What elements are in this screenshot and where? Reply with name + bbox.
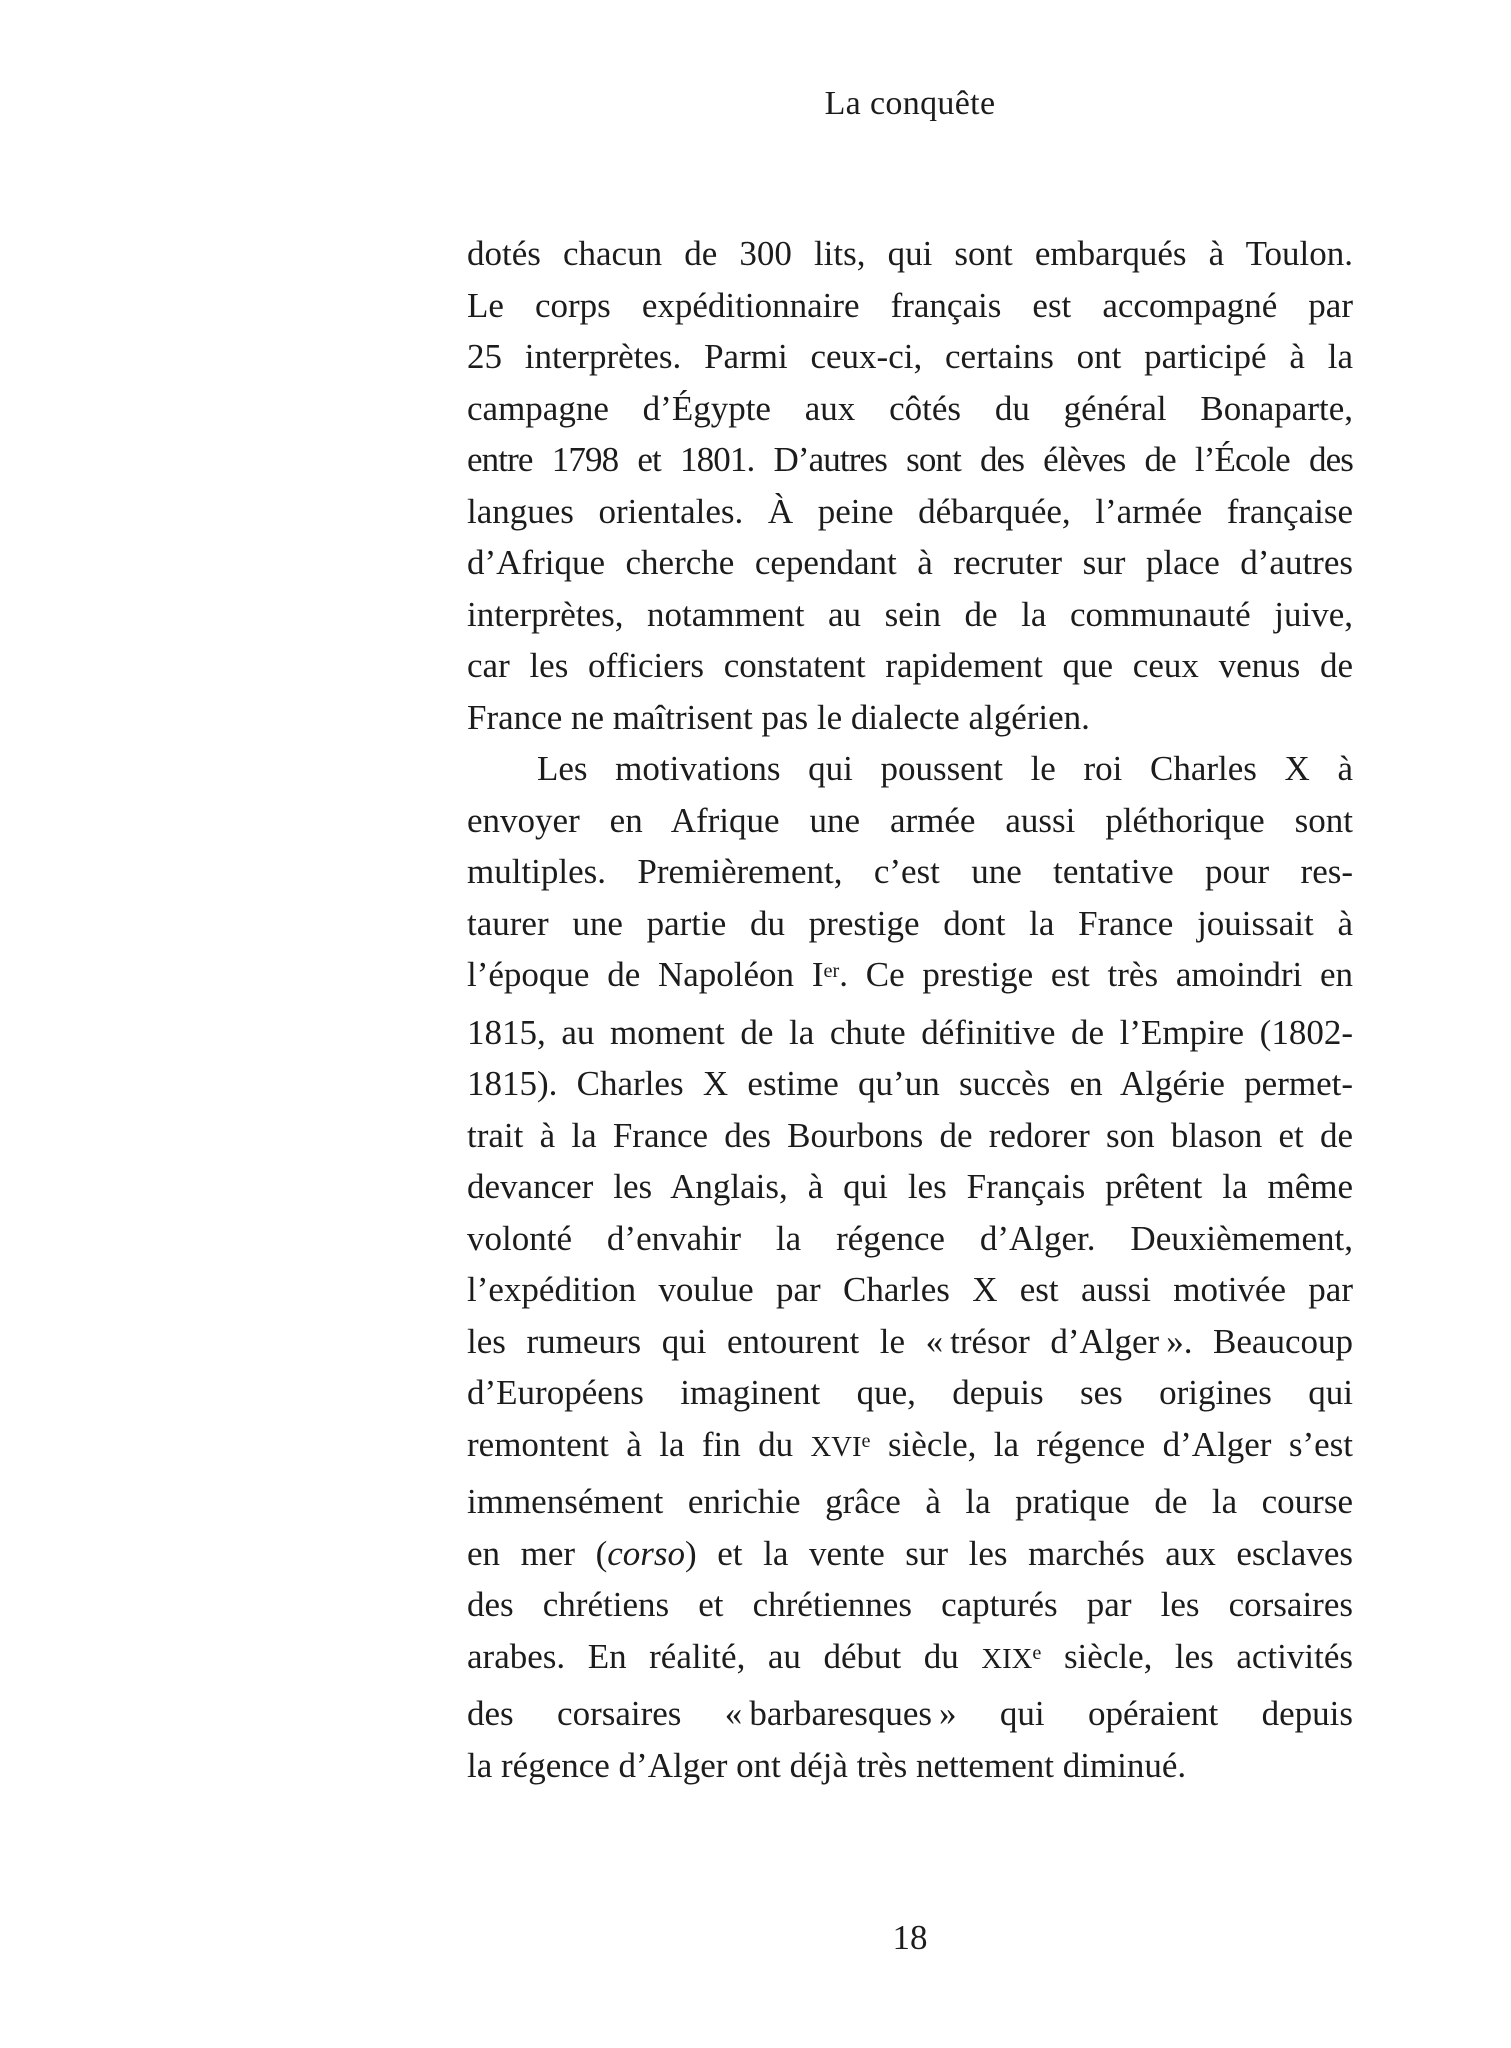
text-segment: siècle, les activités — [1041, 1636, 1353, 1676]
text-line — [467, 1631, 1353, 1689]
text-line — [467, 949, 1353, 1007]
text-line: des corsaires « barbaresques » qui opéraient depuis — [467, 1694, 1353, 1733]
text-line: envoyer en Afrique une armée aussi pléthorique sont — [467, 800, 1353, 840]
text-segment: en mer ( — [467, 1533, 608, 1573]
text-line: immensément enrichie grâce à la pratique de la course — [467, 1482, 1353, 1521]
text-line: Le corps expéditionnaire français est accompagné par — [467, 285, 1353, 325]
page-number: 18 — [892, 1918, 928, 1957]
text-segment: l’époque de Napoléon I — [467, 955, 824, 994]
running-head: La conquête — [824, 85, 996, 122]
text-line: dotés chacun de 300 lits, qui sont embarqués à Toulon. — [467, 234, 1353, 273]
text-line: interprètes, notamment au sein de la communauté juive, — [467, 594, 1353, 634]
text-line: car les officiers constatent rapidement que ceux venus de — [467, 646, 1353, 685]
text-line: 1815). Charles X estime qu’un succès en Algérie permet- — [467, 1064, 1353, 1103]
superscript-ordinal: e — [861, 1429, 871, 1452]
text-line: langues orientales. À peine débarquée, l’armée française — [467, 491, 1353, 531]
text-line: Les motivations qui poussent le roi Charles X à — [537, 749, 1353, 788]
small-caps-roman-numeral: XVI — [810, 1430, 862, 1463]
text-line: multiples. Premièrement, c’est une tentative pour res- — [467, 852, 1353, 891]
text-line: 1815, au moment de la chute définitive de l’Empire (1802- — [467, 1012, 1353, 1052]
text-line: entre 1798 et 1801. D’autres sont des élèves de l’École des — [467, 440, 1353, 479]
text-line: devancer les Anglais, à qui les Français prêtent la même — [467, 1167, 1353, 1206]
text-line: d’Européens imaginent que, depuis ses origines qui — [467, 1373, 1353, 1412]
text-line: 25 interprètes. Parmi ceux-ci, certains ont participé à la — [467, 337, 1353, 376]
text-segment: ) et la vente sur les marchés aux esclaves — [685, 1533, 1353, 1573]
italic-term: corso — [607, 1533, 686, 1573]
text-segment: . Ce prestige est très amoindri en — [839, 955, 1353, 994]
text-line — [467, 1419, 1353, 1477]
text-line: France ne maîtrisent pas le dialecte algérien. — [467, 697, 1090, 737]
small-caps-roman-numeral: XIX — [981, 1642, 1033, 1675]
text-line: volonté d’envahir la régence d’Alger. Deuxièmement, — [467, 1218, 1353, 1258]
superscript-ordinal: e — [1032, 1641, 1042, 1664]
text-line: campagne d’Égypte aux côtés du général Bonaparte, — [467, 388, 1353, 428]
text-line — [467, 1528, 1353, 1580]
body-text — [467, 228, 1353, 1791]
text-line: d’Afrique cherche cependant à recruter sur place d’autres — [467, 543, 1353, 582]
text-line: les rumeurs qui entourent le « trésor d’Alger ». Beaucoup — [467, 1321, 1353, 1361]
superscript-ordinal: er — [823, 960, 840, 983]
text-line: trait à la France des Bourbons de redorer son blason et de — [467, 1115, 1353, 1155]
text-segment: arabes. En réalité, au début du — [467, 1636, 982, 1676]
text-line: taurer une partie du prestige dont la France jouissait à — [467, 903, 1353, 943]
text-segment: remontent à la fin du — [467, 1424, 811, 1464]
text-line: des chrétiens et chrétiennes capturés par les corsaires — [467, 1585, 1353, 1624]
text-line: la régence d’Alger ont déjà très nettement diminué. — [467, 1745, 1187, 1785]
text-segment: siècle, la régence d’Alger s’est — [870, 1424, 1353, 1464]
text-line: l’expédition voulue par Charles X est aussi motivée par — [467, 1270, 1353, 1309]
